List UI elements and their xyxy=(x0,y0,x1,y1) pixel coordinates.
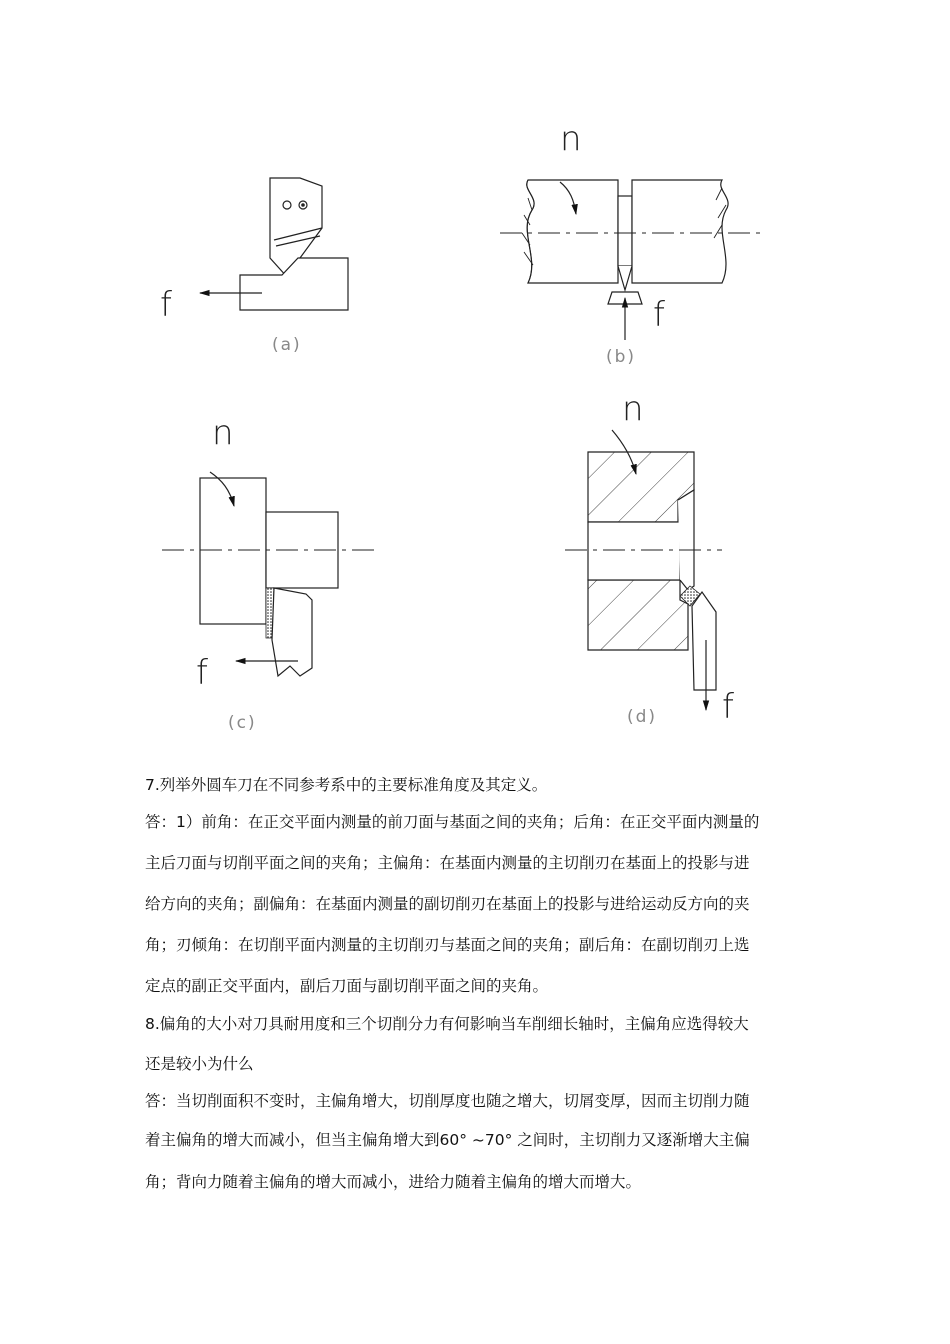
figure-a-label: (a) xyxy=(272,335,302,355)
figure-b-rotation-symbol: n xyxy=(560,119,582,159)
q8-answer-line-2: 着主偏角的增大而减小，但当主偏角增大到60° ~70° 之间时，主切削力又逐渐增大主偏 xyxy=(145,1131,750,1149)
q8-title-line-2: 还是较小为什么 xyxy=(145,1055,254,1073)
figure-d-feed-symbol: f xyxy=(722,687,734,727)
figure-d xyxy=(565,430,722,710)
q8-answer-line-3: 角；背向力随着主偏角的增大而减小，进给力随着主偏角的增大而增大。 xyxy=(145,1173,642,1191)
q7-answer-line-4: 角；刃倾角：在切削平面内测量的主切削刃与基面之间的夹角；副后角：在副切削刃上选 xyxy=(145,936,750,954)
figure-a-feed-symbol: f xyxy=(160,285,172,325)
q7-answer-line-5: 定点的副正交平面内，副后刀面与副切削平面之间的夹角。 xyxy=(145,977,549,995)
q8-answer-line-1: 答：当切削面积不变时，主偏角增大，切削厚度也随之增大，切屑变厚，因而主切削力随 xyxy=(145,1092,750,1110)
figure-c-label: (c) xyxy=(228,713,257,733)
figure-b xyxy=(500,180,760,340)
q7-answer-line-2: 主后刀面与切削平面之间的夹角；主偏角：在基面内测量的主切削刃在基面上的投影与进 xyxy=(145,854,750,872)
figure-c xyxy=(162,472,378,676)
q7-answer-line-1: 答：1）前角：在正交平面内测量的前刀面与基面之间的夹角；后角：在正交平面内测量的 xyxy=(145,813,760,831)
q7-title: 7.列举外圆车刀在不同参考系中的主要标准角度及其定义。 xyxy=(145,776,548,794)
figure-b-label: (b) xyxy=(606,347,637,367)
figure-c-feed-symbol: f xyxy=(196,653,208,693)
figure-d-rotation-symbol: n xyxy=(622,389,644,429)
figure-c-rotation-symbol: n xyxy=(212,413,234,453)
figure-a xyxy=(200,178,348,310)
q8-title-line-1: 8.偏角的大小对刀具耐用度和三个切削分力有何影响当车削细长轴时，主偏角应选得较大 xyxy=(145,1015,749,1033)
figure-d-label: (d) xyxy=(627,707,658,727)
q7-answer-line-3: 给方向的夹角；副偏角：在基面内测量的副切削刃在基面上的投影与进给运动反方向的夹 xyxy=(145,895,750,913)
figure-b-feed-symbol: f xyxy=(653,295,665,335)
